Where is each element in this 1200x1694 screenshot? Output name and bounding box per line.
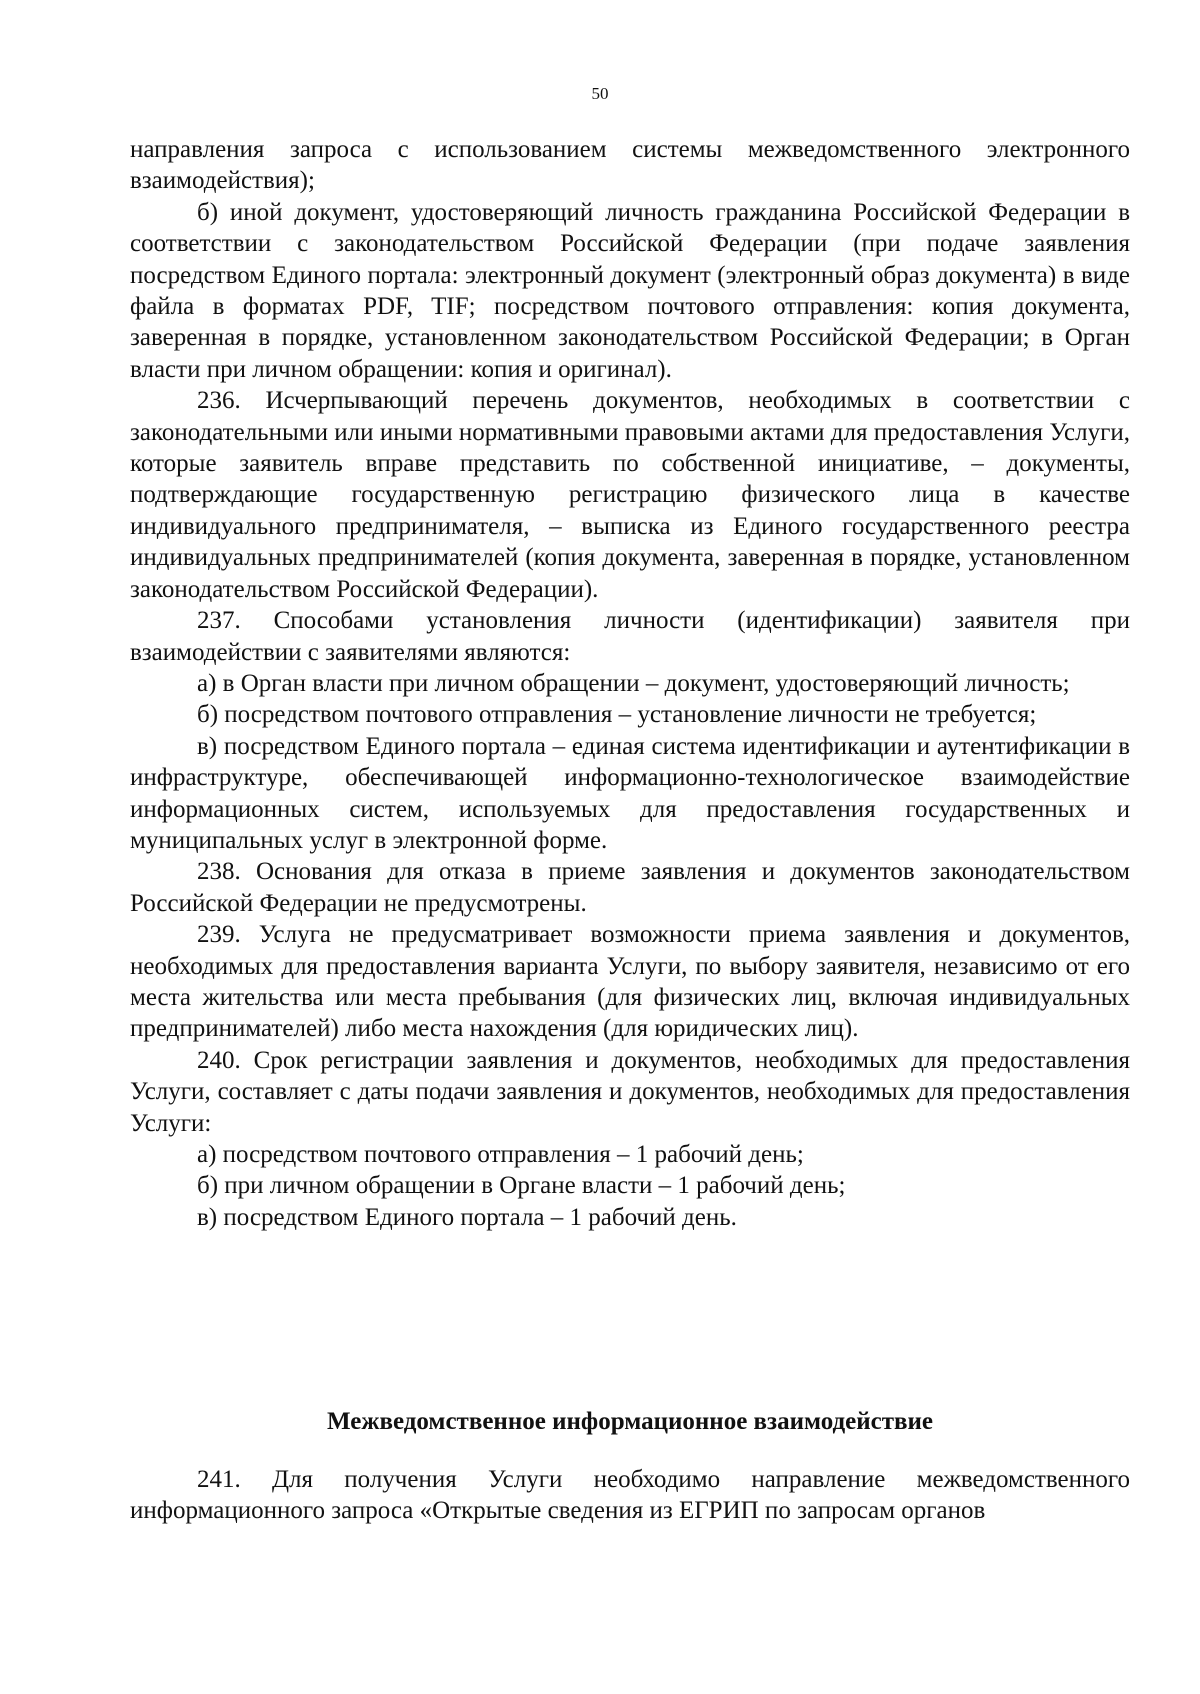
paragraph: 237. Способами установления личности (идентификации) заявителя при взаимодействии с заявителями являются: — [130, 607, 1130, 666]
paragraph: б) посредством почтового отправления – установление личности не требуется; — [197, 701, 1037, 729]
paragraph: в) посредством Единого портала – 1 рабочий день. — [197, 1203, 737, 1231]
paragraph: в) посредством Единого портала – единая система идентификации и аутентификации в инфраструктуре, обеспечивающей информационно-технологическое взаимодействие информационных систем, используемых для предоставления государственных и муниципальных услуг в электронной форме. — [130, 732, 1130, 854]
page-number: 50 — [591, 84, 609, 103]
paragraph: б) иной документ, удостоверяющий личность гражданина Российской Федерации в соответствии с законодательством Российской Федерации (при подаче заявления посредством Единого портала: электронный документ (электронный образ документа) в виде файла в форматах PDF, TIF; посредством почтового отправления: копия документа, заверенная в порядке, установленном законодательством Российской Федерации; в Орган власти при личном обращении: копия и оригинал). — [130, 198, 1130, 383]
document-body — [130, 134, 1130, 1233]
paragraph: 239. Услуга не предусматривает возможности приема заявления и документов, необходимых для предоставления варианта Услуги, по выбору заявителя, независимо от его места жительства или места пребывания (для физических лиц, включая индивидуальных предпринимателей) либо места нахождения (для юридических лиц). — [130, 921, 1130, 1043]
document-body-continued — [130, 1464, 1130, 1527]
section-heading: Межведомственное информационное взаимодействие — [327, 1408, 933, 1435]
paragraph: а) посредством почтового отправления – 1 рабочий день; — [197, 1141, 804, 1168]
paragraph: 240. Срок регистрации заявления и документов, необходимых для предоставления Услуги, составляет с даты подачи заявления и документов, необходимых для предоставления Услуги: — [130, 1046, 1130, 1137]
paragraph: 236. Исчерпывающий перечень документов, необходимых в соответствии с законодательными или иными нормативными правовыми актами для предоставления Услуги, которые заявитель вправе представить по собственной инициативе, – документы, подтверждающие государственную регистрацию физического лица в качестве индивидуального предпринимателя, – выписка из Единого государственного реестра индивидуальных предпринимателей (копия документа, заверенная в порядке, установленном законодательством Российской Федерации). — [130, 387, 1130, 603]
paragraph: 238. Основания для отказа в приеме заявления и документов законодательством Российской Федерации не предусмотрены. — [130, 858, 1130, 917]
paragraph: 241. Для получения Услуги необходимо направление межведомственного информационного запроса «Открытые сведения из ЕГРИП по запросам органов — [130, 1466, 1130, 1525]
paragraph: б) при личном обращении в Органе власти – 1 рабочий день; — [197, 1172, 846, 1200]
paragraph: а) в Орган власти при личном обращении – документ, удостоверяющий личность; — [197, 669, 1070, 697]
paragraph: направления запроса с использованием системы межведомственного электронного взаимодействия); — [130, 136, 1130, 195]
